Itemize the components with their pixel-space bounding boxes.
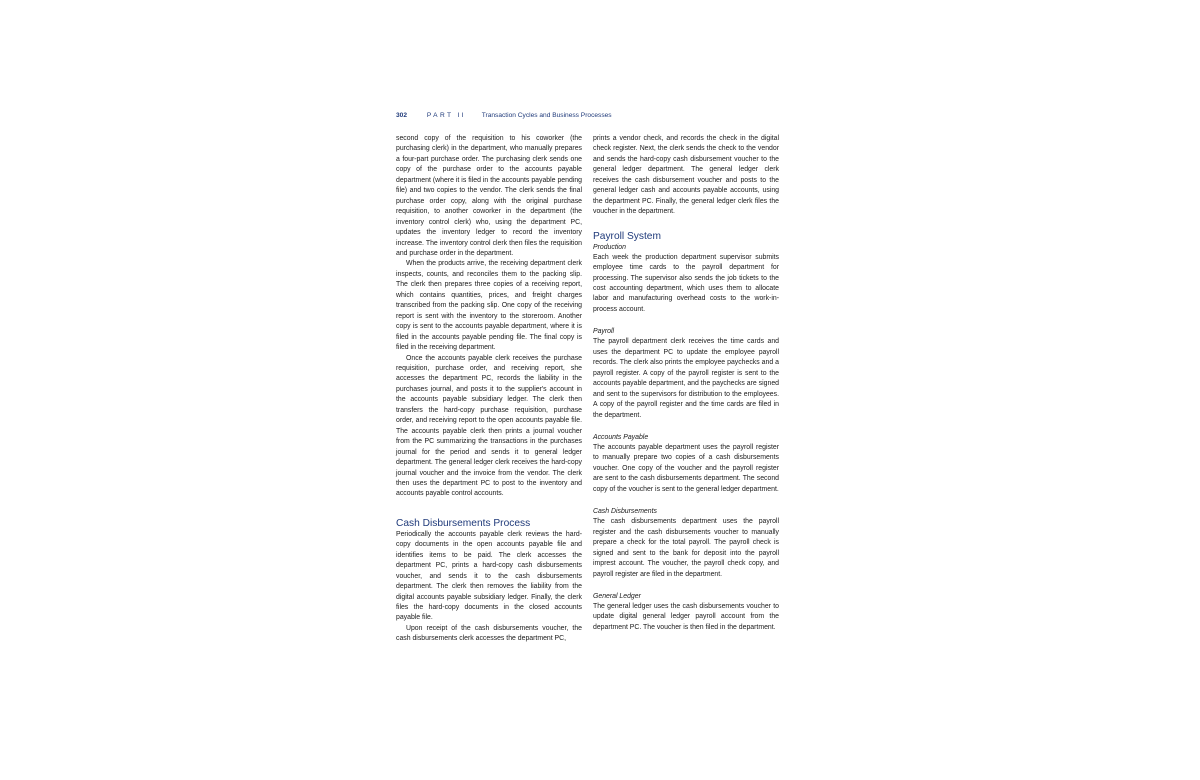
paragraph: The accounts payable department uses the payroll register to manually prepare two copies of a cash disbursements voucher. One copy of the voucher and the payroll register are sent to the cash disbursements department. The second copy of the voucher is sent to the general ledger department. xyxy=(593,443,779,493)
paragraph: second copy of the requisition to his coworker (the purchasing clerk) in the department, who manually prepares a four-part purchase order. The purchasing clerk sends one copy of the purchase order to the accounts payable department (where it is filed in the accounts payable pending file) and two copies to the vendor. The clerk sends the final purchase order copy, along with the original purchase requisition, to another coworker in the department (the inventory control clerk) who, using the department PC, updates the inventory ledger to record the inventory increase. The inventory control clerk then files the requisition and purchase order in the department. xyxy=(396,135,582,257)
running-head xyxy=(396,110,784,122)
paragraph: The cash disbursements department uses the payroll register and the cash disbursements voucher to manually prepare a check for the total payroll. The payroll check is signed and sent to the bank for deposit into the payroll imprest account. The voucher, the payroll check copy, and payroll register are filed in the department. xyxy=(593,518,779,578)
paragraph: The general ledger uses the cash disbursements voucher to update digital general ledger payroll account from the department PC. The voucher is then filed in the department. xyxy=(593,602,779,631)
paragraph: Each week the production department supervisor submits employee time cards to the payroll department for processing. The supervisor also sends the job tickets to the cost accounting department, which uses them to allocate labor and manufacturing overhead costs to the work-in-process account. xyxy=(593,253,779,313)
paragraph: The payroll department clerk receives the time cards and uses the department PC to update the employee payroll records. The clerk also prints the employee paychecks and a payroll register. A copy of the payroll register is sent to the accounts payable department, and the paychecks are signed and sent to the supervisors for distribution to the employees. A copy of the payroll register and the time cards are filed in the department. xyxy=(593,338,779,419)
section-heading-payroll: Payroll System xyxy=(593,230,661,242)
paragraph: Upon receipt of the cash disbursements voucher, the cash disbursements clerk accesses the department PC, xyxy=(396,624,582,643)
paragraph: When the products arrive, the receiving department clerk inspects, counts, and reconciles them to the packing slip. The clerk then prepares three copies of a receiving report, which contains quantities, prices, and freight charges transcribed from the packing slip. One copy of the receiving report is sent with the inventory to the storeroom. Another copy is sent to the accounts payable department, where it is filed in the accounts payable pending file. The final copy is filed in the receiving department. xyxy=(396,260,582,352)
subheading-accounts-payable: Accounts Payable xyxy=(593,433,649,441)
page-number: 302 xyxy=(396,112,408,119)
section-heading-cash-disbursements: Cash Disbursements Process xyxy=(396,517,531,529)
paragraph: Once the accounts payable clerk receives the purchase requisition, purchase order, and receiving report, she accesses the department PC, records the liability in the purchases journal, and posts it to the supplier's account in the accounts payable subsidiary ledger. The clerk then transfers the hard-copy purchase requisition, purchase order, and receiving report to the open accounts payable file. The accounts payable clerk then prints a journal voucher from the PC summarizing the transactions in the purchases journal for the period and sends it to general ledger department. The general ledger clerk receives the hard-copy journal voucher and the invoice from the vendor. The clerk then uses the department PC to post to the inventory and accounts payable control accounts. xyxy=(396,354,582,498)
part-title: Transaction Cycles and Business Processes xyxy=(481,112,612,119)
subheading-payroll: Payroll xyxy=(593,328,615,336)
left-column xyxy=(396,134,582,645)
part-label: PART II xyxy=(426,112,467,119)
paragraph: prints a vendor check, and records the check in the digital check register. Next, the clerk sends the check to the vendor and sends the hard-copy cash disbursement voucher to the general ledger department. The general ledger clerk receives the cash disbursement voucher and posts to the general ledger cash and accounts payable accounts, using the department PC. Finally, the general ledger clerk files the voucher in the department. xyxy=(593,135,779,216)
right-column xyxy=(593,134,779,633)
subheading-cash-disbursements: Cash Disbursements xyxy=(593,508,657,516)
paragraph: Periodically the accounts payable clerk reviews the hard-copy documents in the open accounts payable file and identifies items to be paid. The clerk accesses the department PC, prints a hard-copy cash disbursements voucher, and sends it to the cash disbursements department. The clerk then removes the liability from the digital accounts payable subsidiary ledger. Finally, the clerk files the hard-copy documents in the closed accounts payable file. xyxy=(396,530,582,622)
subheading-general-ledger: General Ledger xyxy=(593,592,641,600)
subheading-production: Production xyxy=(593,243,626,251)
textbook-page xyxy=(396,110,784,670)
